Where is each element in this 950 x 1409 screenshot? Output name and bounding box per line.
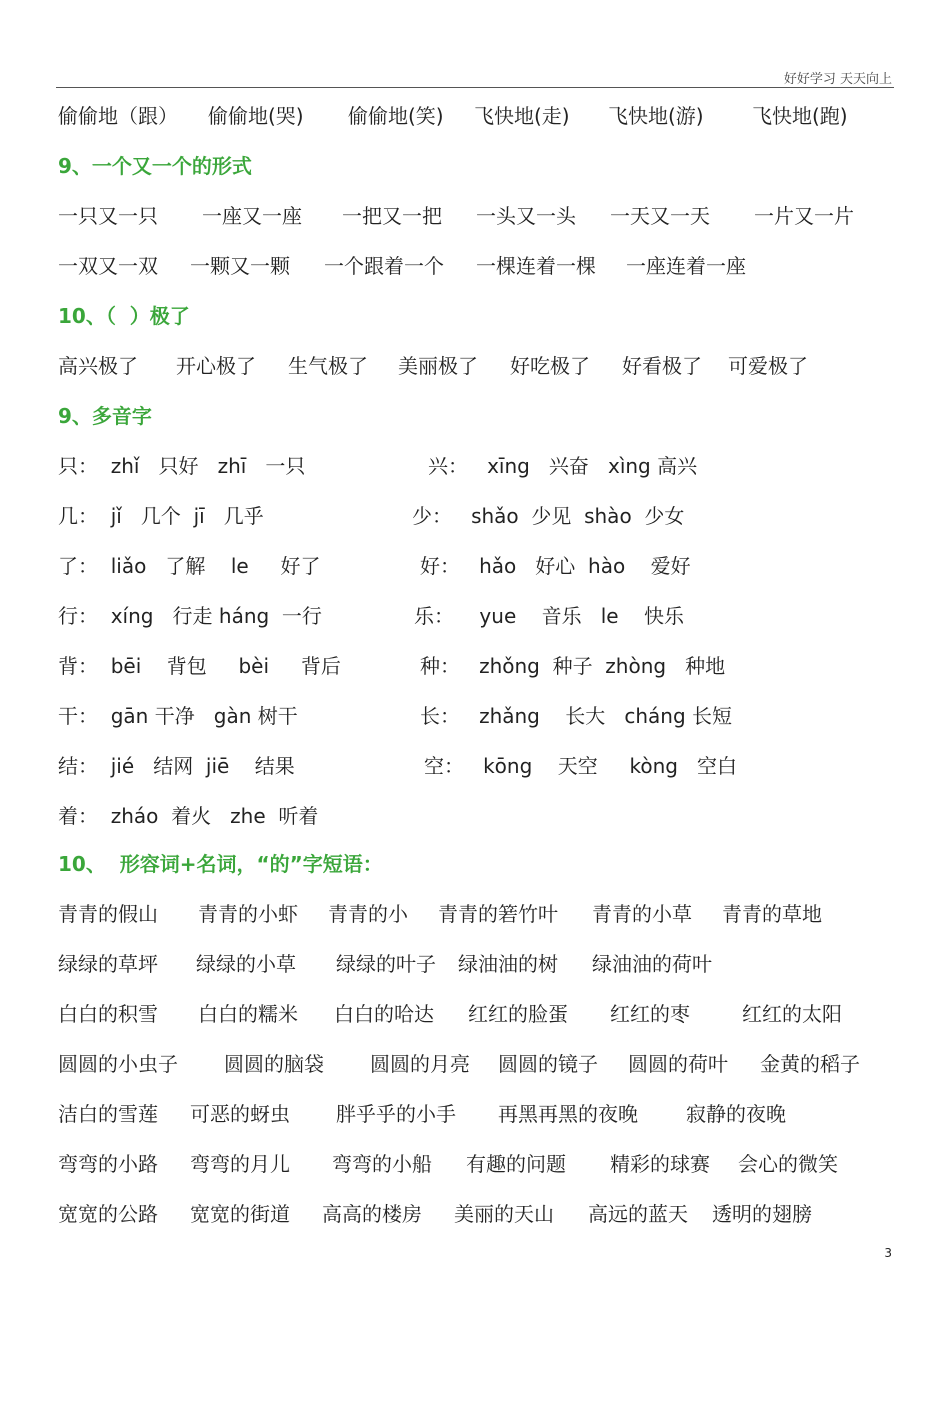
phrase-item: 可恶的蚜虫 [190, 1102, 290, 1126]
polyphone-entry: 背： bēi 背包 bèi 背后 [58, 654, 341, 678]
phrase-item: 金黄的稻子 [760, 1052, 860, 1076]
phrase-item: 好看极了 [622, 354, 702, 378]
page-number: 3 [884, 1246, 892, 1260]
phrase-row [58, 999, 842, 1029]
polyphone-entry: 只： zhǐ 只好 zhī 一只 [58, 454, 306, 478]
phrase-item: 弯弯的小路 [58, 1152, 158, 1176]
polyphone-entry: 种： zhǒng 种子 zhòng 种地 [420, 654, 726, 678]
phrase-item: 宽宽的街道 [190, 1202, 290, 1226]
phrase-item: 再黑再黑的夜晚 [498, 1102, 638, 1126]
polyphone-entry: 空： kōng 天空 kòng 空白 [424, 754, 738, 778]
phrase-item: 偷偷地(哭) [208, 104, 304, 128]
phrase-item: 宽宽的公路 [58, 1202, 158, 1226]
phrase-item: 青青的小 [328, 902, 408, 926]
phrase-item: 一片又一片 [754, 204, 854, 228]
phrase-item: 弯弯的小船 [332, 1152, 432, 1176]
phrase-item: 白白的积雪 [58, 1002, 158, 1026]
phrase-item: 一棵连着一棵 [476, 254, 596, 278]
phrase-item: 青青的箬竹叶 [438, 902, 558, 926]
phrase-item: 圆圆的荷叶 [628, 1052, 728, 1076]
phrase-item: 绿油油的荷叶 [592, 952, 712, 976]
phrase-item: 一座连着一座 [626, 254, 746, 278]
section-heading: 9、多音字 [58, 404, 152, 428]
phrase-item: 开心极了 [176, 354, 256, 378]
phrase-row [58, 351, 808, 381]
phrase-item: 绿油油的树 [458, 952, 558, 976]
phrase-item: 一天又一天 [610, 204, 710, 228]
phrase-item: 好吃极了 [510, 354, 590, 378]
phrase-item: 青青的小虾 [198, 902, 298, 926]
polyphone-row [58, 601, 685, 631]
phrase-item: 圆圆的脑袋 [224, 1052, 324, 1076]
phrase-item: 飞快地(游) [608, 104, 704, 128]
polyphone-row [58, 751, 738, 781]
phrase-item: 一个跟着一个 [324, 254, 444, 278]
phrase-item: 高高的楼房 [322, 1202, 422, 1226]
phrase-item: 洁白的雪莲 [58, 1102, 158, 1126]
phrase-row [58, 1199, 812, 1229]
phrase-item: 飞快地(跑) [752, 104, 848, 128]
phrase-item: 白白的哈达 [334, 1002, 434, 1026]
phrase-item: 一头又一头 [476, 204, 576, 228]
header-divider [56, 87, 894, 88]
polyphone-entry: 好： hǎo 好心 hào 爱好 [420, 554, 691, 578]
polyphone-entry: 了： liǎo 了解 le 好了 [58, 554, 321, 578]
phrase-item: 寂静的夜晚 [686, 1102, 786, 1126]
phrase-item: 一把又一把 [342, 204, 442, 228]
phrase-item: 圆圆的月亮 [370, 1052, 470, 1076]
polyphone-entry: 结： jié 结网 jiē 结果 [58, 754, 295, 778]
polyphone-entry: 少： shǎo 少见 shào 少女 [412, 504, 685, 528]
phrase-item: 圆圆的镜子 [498, 1052, 598, 1076]
phrase-item: 青青的假山 [58, 902, 158, 926]
phrase-item: 飞快地(走) [474, 104, 570, 128]
polyphone-row [58, 551, 691, 581]
phrase-row [58, 949, 712, 979]
phrase-row [58, 251, 746, 281]
phrase-item: 青青的小草 [592, 902, 692, 926]
phrase-item: 红红的枣 [610, 1002, 690, 1026]
phrase-row [58, 899, 822, 929]
polyphone-row [58, 651, 726, 681]
phrase-item: 一颗又一颗 [190, 254, 290, 278]
phrase-item: 高兴极了 [58, 354, 138, 378]
polyphone-entry: 几： jǐ 几个 jī 几乎 [58, 504, 264, 528]
polyphone-entry: 行： xíng 行走 háng 一行 [58, 604, 322, 628]
phrase-item: 有趣的问题 [466, 1152, 566, 1176]
polyphone-entry: 乐： yue 音乐 le 快乐 [414, 604, 685, 628]
polyphone-entry: 着： zháo 着火 zhe 听着 [58, 804, 319, 828]
phrase-item: 绿绿的叶子 [336, 952, 436, 976]
polyphone-entry: 干： gān 干净 gàn 树干 [58, 704, 298, 728]
phrase-row [58, 1049, 860, 1079]
section-heading: 9、一个又一个的形式 [58, 154, 252, 178]
phrase-row [58, 1149, 838, 1179]
phrase-item: 弯弯的月儿 [190, 1152, 290, 1176]
phrase-item: 生气极了 [288, 354, 368, 378]
phrase-item: 会心的微笑 [738, 1152, 838, 1176]
polyphone-row [58, 501, 685, 531]
phrase-item: 一只又一只 [58, 204, 158, 228]
phrase-item: 胖乎乎的小手 [336, 1102, 456, 1126]
section-heading: 10、（ ）极了 [58, 304, 190, 328]
phrase-item: 精彩的球赛 [610, 1152, 710, 1176]
phrase-row [58, 1099, 786, 1129]
phrase-item: 美丽的天山 [454, 1202, 554, 1226]
polyphone-row [58, 701, 733, 731]
phrase-item: 偷偷地(笑) [348, 104, 444, 128]
phrase-row [58, 201, 854, 231]
phrase-item: 可爱极了 [728, 354, 808, 378]
phrase-item: 绿绿的小草 [196, 952, 296, 976]
polyphone-entry: 兴： xīng 兴奋 xìng 高兴 [428, 454, 698, 478]
phrase-item: 透明的翅膀 [712, 1202, 812, 1226]
section-heading: 10、 形容词+名词，“的”字短语： [58, 852, 383, 876]
phrase-item: 白白的糯米 [198, 1002, 298, 1026]
phrase-row [58, 101, 848, 131]
phrase-item: 美丽极了 [398, 354, 478, 378]
phrase-item: 红红的脸蛋 [468, 1002, 568, 1026]
phrase-item: 红红的太阳 [742, 1002, 842, 1026]
phrase-item: 绿绿的草坪 [58, 952, 158, 976]
phrase-item: 一座又一座 [202, 204, 302, 228]
phrase-item: 青青的草地 [722, 902, 822, 926]
polyphone-entry: 长： zhǎng 长大 cháng 长短 [420, 704, 733, 728]
polyphone-row [58, 451, 698, 481]
phrase-item: 一双又一双 [58, 254, 158, 278]
header-slogan: 好好学习 天天向上 [783, 72, 892, 87]
polyphone-row [58, 801, 319, 831]
phrase-item: 高远的蓝天 [588, 1202, 688, 1226]
phrase-item: 偷偷地（跟） [58, 104, 178, 128]
phrase-item: 圆圆的小虫子 [58, 1052, 178, 1076]
